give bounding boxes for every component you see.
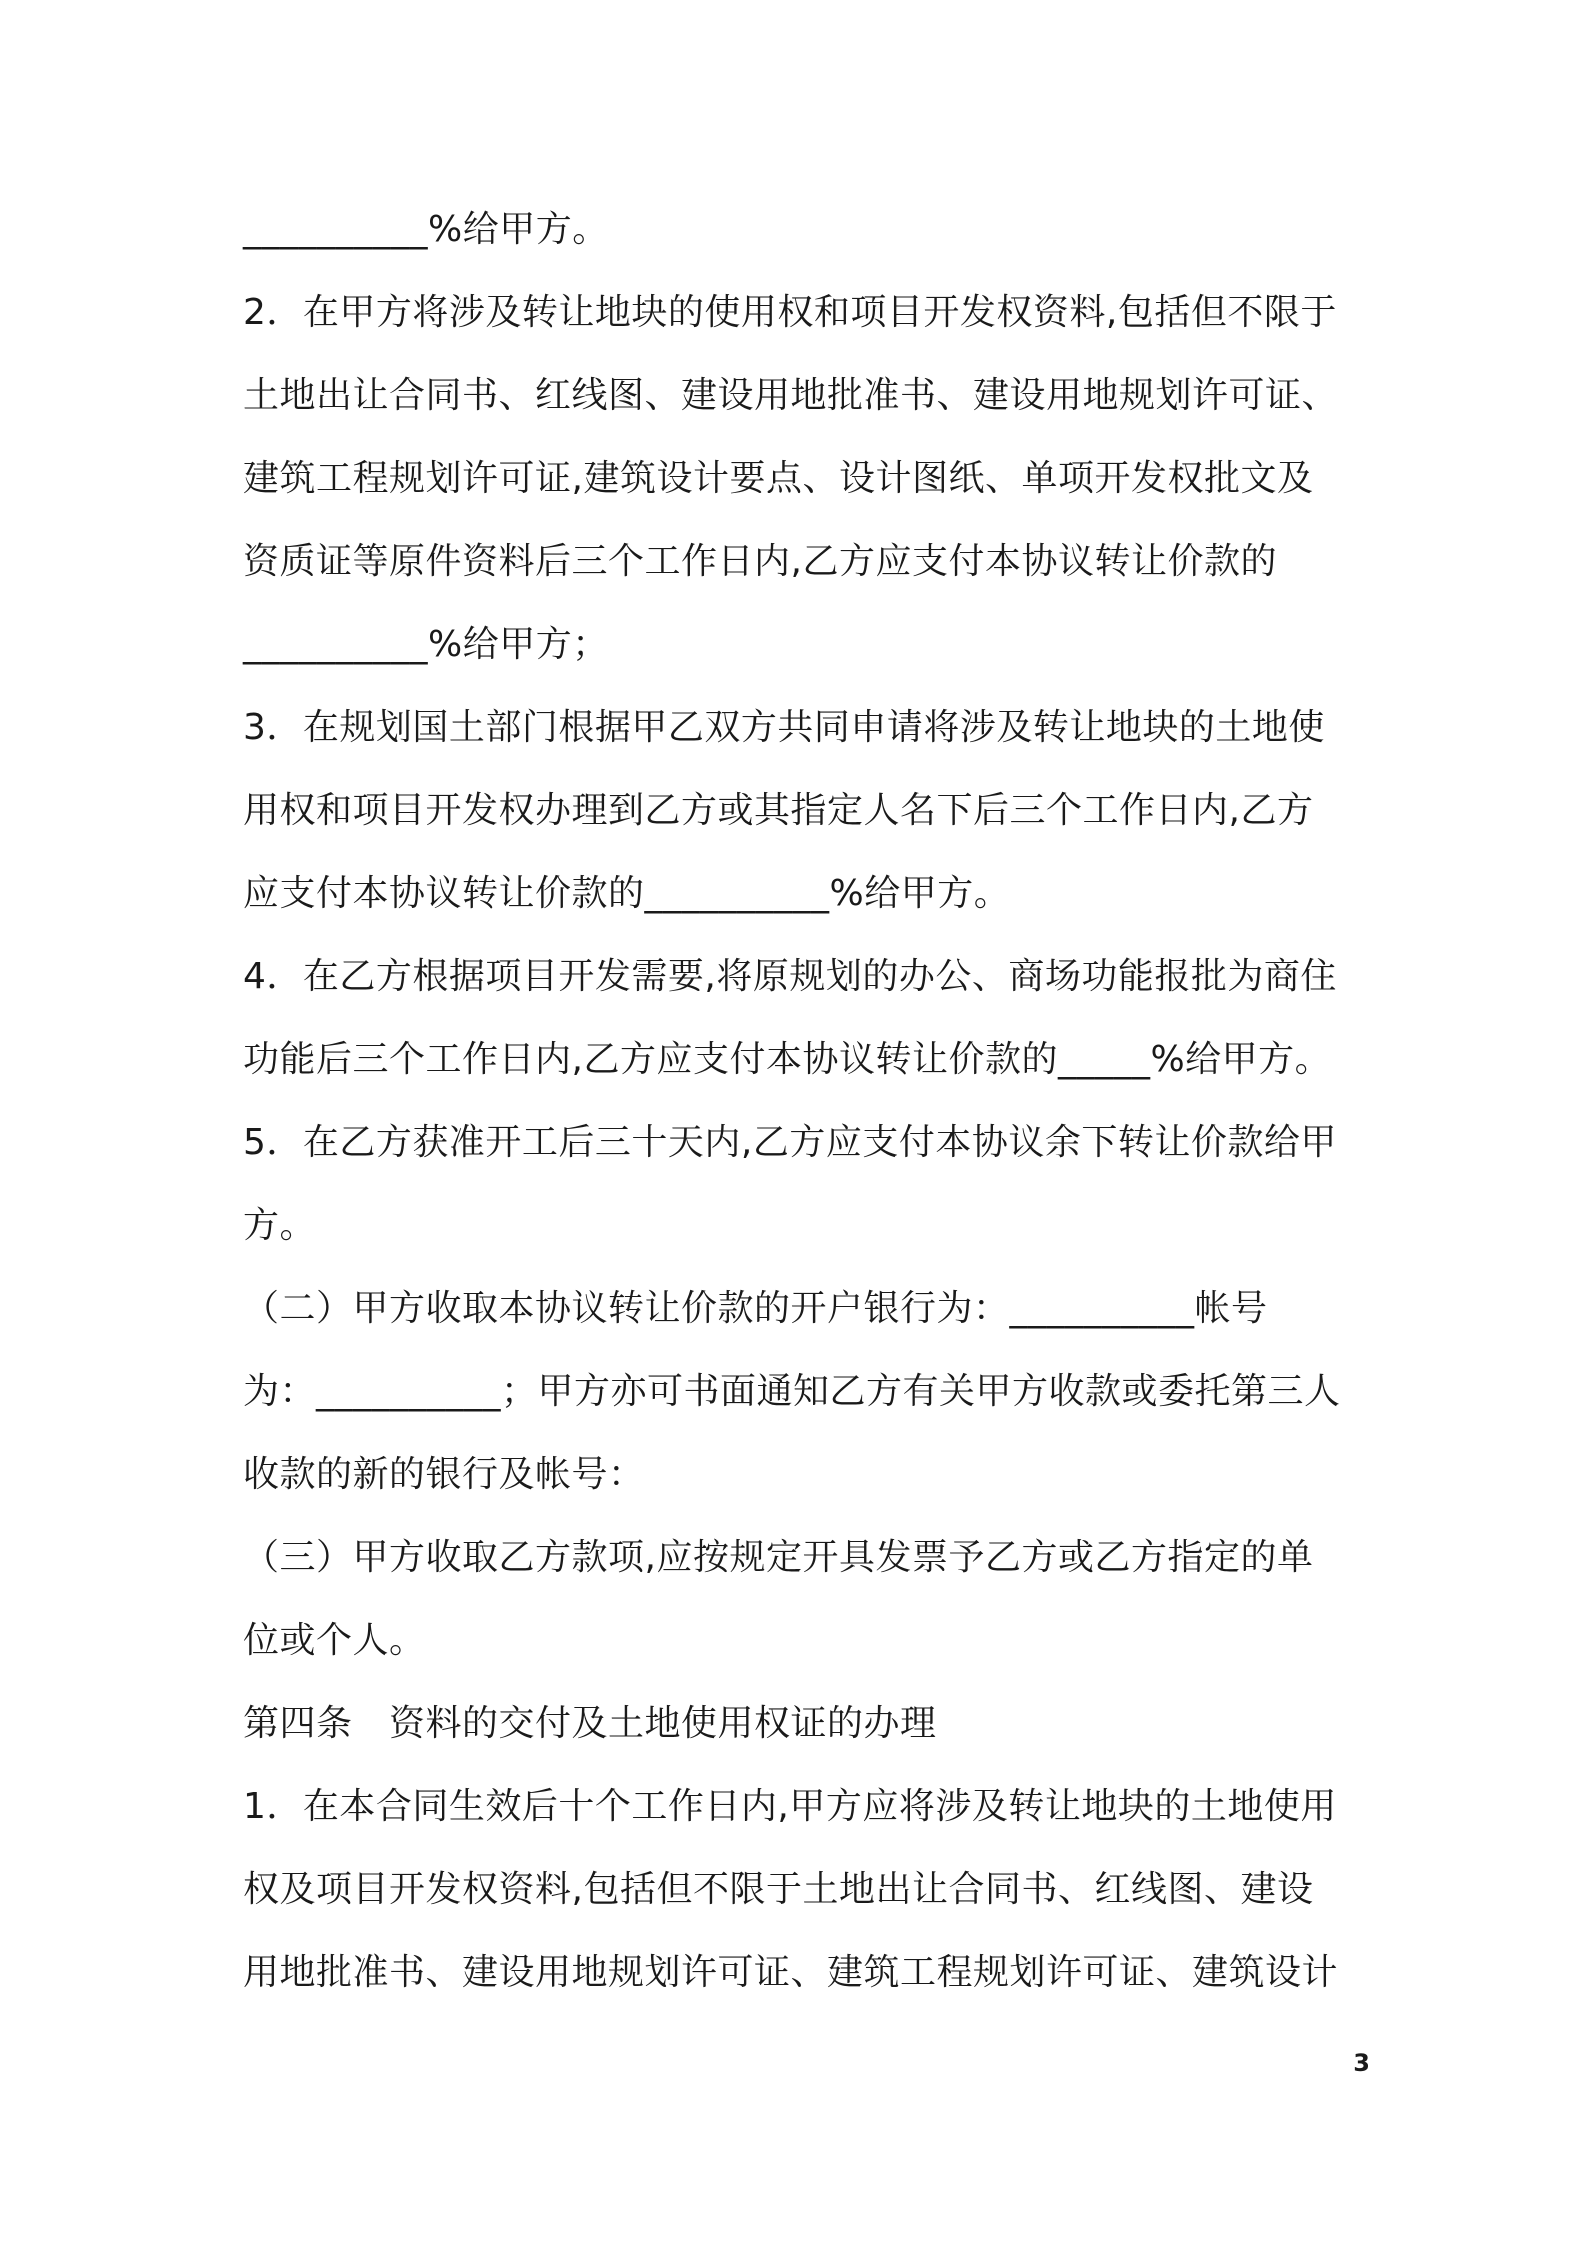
- section-heading: 第四条 资料的交付及土地使用权证的办理: [243, 1703, 937, 1744]
- text-line: （二）甲方收取本协议转让价款的开户银行为：__________帐号: [243, 1288, 1268, 1329]
- text-line: 土地出让合同书、红线图、建设用地批准书、建设用地规划许可证、: [243, 375, 1339, 416]
- text-line: 1．在本合同生效后十个工作日内,甲方应将涉及转让地块的土地使用: [243, 1786, 1337, 1827]
- text-line: 方。: [243, 1205, 317, 1246]
- text-line: 建筑工程规划许可证,建筑设计要点、设计图纸、单项开发权批文及: [243, 458, 1314, 499]
- text-line: 3．在规划国土部门根据甲乙双方共同申请将涉及转让地块的土地使: [243, 707, 1325, 748]
- text-line: 为：__________；甲方亦可书面通知乙方有关甲方收款或委托第三人: [243, 1371, 1341, 1412]
- text-line: 用权和项目开发权办理到乙方或其指定人名下后三个工作日内,乙方: [243, 790, 1314, 831]
- text-line: 位或个人。: [243, 1620, 426, 1661]
- page-number: 3: [1353, 2049, 1370, 2077]
- text-line: __________%给甲方；: [243, 624, 609, 665]
- text-line: 5．在乙方获准开工后三十天内,乙方应支付本协议余下转让价款给甲: [243, 1122, 1337, 1163]
- text-line: 用地批准书、建设用地规划许可证、建筑工程规划许可证、建筑设计: [243, 1952, 1339, 1993]
- text-line: 资质证等原件资料后三个工作日内,乙方应支付本协议转让价款的: [243, 541, 1277, 582]
- text-line: 功能后三个工作日内,乙方应支付本协议转让价款的_____%给甲方。: [243, 1039, 1332, 1080]
- text-line: 4．在乙方根据项目开发需要,将原规划的办公、商场功能报批为商住: [243, 956, 1337, 997]
- text-line: 应支付本协议转让价款的__________%给甲方。: [243, 873, 1011, 914]
- text-line: 2．在甲方将涉及转让地块的使用权和项目开发权资料,包括但不限于: [243, 292, 1337, 333]
- text-line: __________%给甲方。: [243, 209, 609, 250]
- text-line: 收款的新的银行及帐号：: [243, 1454, 645, 1495]
- text-line: 权及项目开发权资料,包括但不限于土地出让合同书、红线图、建设: [243, 1869, 1314, 1910]
- text-line: （三）甲方收取乙方款项,应按规定开具发票予乙方或乙方指定的单: [243, 1537, 1314, 1578]
